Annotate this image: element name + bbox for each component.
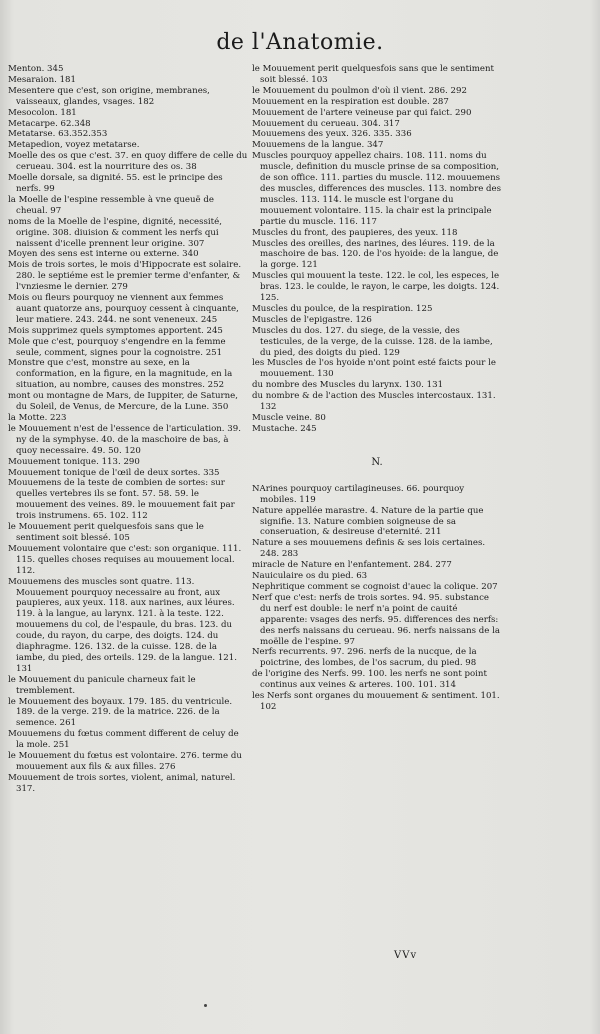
index-entry: le Mouuement perit quelquesfois sans que le sentiment soit blessé. 103 (252, 64, 495, 85)
index-entry: Nephritique comment se cognoist d'auec la colique. 207 (252, 581, 498, 592)
index-entry: Nature a ses mouuemens definis & ses lois certaines. 248. 283 (252, 538, 486, 560)
index-entry: Nerfs recurrents. 97. 296. nerfs de la nucque, de la poictrine, des lombes, de l'os sacrum, du pied. 98 (252, 647, 477, 669)
index-entry: les Nerfs sont organes du mouuement & sentiment. 101. 102 (252, 691, 500, 712)
signature-mark: VVv (394, 950, 418, 961)
index-entry: le Mouuement du panicule charneux fait le tremblement. (8, 674, 196, 696)
index-entry: Mouuemens des muscles sont quatre. 113. Mouuement pourquoy necessaire au front, aux paupieres, aux yeux. 118. aux narines, aux léures. 119. à la langue, au larynx. 121. à la teste. 122. mouuemens du col, de l'espaule, du bras. 123. du coude, du rayon, du carpe, des doigts. 124. du diaphragme. 126. 132. de la cuisse. 128. de la iambe, du pied, des orteils. 129. de la langue. 121. 131 (8, 576, 237, 674)
index-entry: la Motte. 223 (8, 413, 67, 423)
index-entry: le Mouuement du poulmon d'où il vient. 286. 292 (252, 85, 467, 96)
index-entry: NArines pourquoy cartilagineuses. 66. pourquoy mobiles. 119 (252, 483, 465, 505)
left-column (8, 64, 248, 795)
index-entry: Mouuemens de la langue. 347 (252, 140, 384, 151)
index-entry: Mouuement de trois sortes, violent, animal, naturel. 317. (8, 772, 236, 794)
index-entry: Muscles des oreilles, des narines, des léures. 119. de la maschoire de bas. 120. de l'os hyoide: de la langue, de la gorge. 121 (252, 238, 499, 271)
index-entry: Menton. 345 (8, 64, 64, 74)
section-letter: N. (371, 456, 383, 468)
page-title: de l'Anatomie. (216, 30, 384, 55)
index-entry: Mois de trois sortes, le mois d'Hippocrate est solaire. 280. le septiéme est le premier terme d'enfanter, & l'vnziesme le dernier. 279 (8, 260, 242, 293)
index-entry: Muscles qui mouuent la teste. 122. le col, les especes, le bras. 123. le coulde, le rayon, le carpe, les doigts. 124. 125. (252, 271, 500, 304)
index-entry: Moelle dorsale, sa dignité. 55. est le principe des nerfs. 99 (8, 173, 223, 194)
index-entry: Mustache. 245 (252, 423, 317, 434)
index-entry: Muscles du dos. 127. du siege, de la vessie, des testicules, de la verge, de la cuisse. 128. de la iambe, du pied, des doigts du pied. 129 (252, 325, 493, 358)
ink-speck (204, 1004, 207, 1007)
index-entry: le Mouuement des boyaux. 179. 185. du ventricule. 189. de la verge. 219. de la matrice. 226. de la semence. 261 (8, 696, 233, 729)
index-entry: le Mouuement n'est de l'essence de l'articulation. 39. ny de la symphyse. 40. de la maschoire de bas, à quoy necessaire. 49. 50. 120 (8, 423, 241, 456)
index-entry: Moyen des sens est interne ou externe. 340 (8, 249, 199, 260)
right-column-n-entries (252, 484, 502, 713)
index-entry: Monstre que c'est, monstre au sexe, en la conformation, en la figure, en la magnitude, en la situation, au nombre, causes des monstres. 252 (8, 358, 233, 391)
right-column (252, 64, 502, 713)
index-entry: Mouuemens du fœtus comment different de celuy de la mole. 251 (8, 729, 239, 751)
index-entry: Mouuement en la respiration est double. 287 (252, 96, 449, 107)
index-entry: Nerf que c'est: nerfs de trois sortes. 94. 95. substance du nerf est double: le nerf n'a point de cauité apparente: vsages des nerfs. 95. differences des nerfs: des nerfs naissans du cerueau. 96. nerfs naissans de la moëlle de l'espine. 97 (252, 592, 500, 647)
index-entry: Metacarpe. 62.348 (8, 118, 91, 129)
index-entry: Metapedion, voyez metatarse. (8, 140, 140, 151)
index-entry: Muscles pourquoy appellez chairs. 108. 111. noms du muscle, definition du muscle prinse de sa composition, de son office. 111. parties du muscle. 112. mouuemens des muscles, differences des muscles. 113. nombre des muscles. 113. 114. le muscle est l'organe du mouuement volontaire. 115. la chair est la principale partie du muscle. 116. 117 (252, 151, 502, 227)
index-entry: le Mouuement perit quelquesfois sans que le sentiment soit blessé. 105 (8, 522, 204, 543)
index-entry: Muscles de l'epigastre. 126 (252, 314, 372, 325)
index-entry: Mouuement tonique de l'œil de deux sortes. 335 (8, 467, 220, 478)
index-entry: Moelle des os que c'est. 37. en quoy differe de celle du cerueau. 304. est la nourriture des os. 38 (8, 151, 248, 173)
index-entry: Nature appellée marastre. 4. Nature de la partie que signifie. 13. Nature combien soigneuse de sa conseruation, & desireuse d'eternité. 211 (252, 505, 484, 538)
index-entry: noms de la Moelle de l'espine, dignité, necessité, origine. 308. diuision & comment les nerfs qui naissent d'icelle prennent leur origine. 307 (8, 216, 222, 249)
right-column-m-entries (252, 64, 502, 435)
index-entry: Mesocolon. 181 (8, 107, 77, 118)
index-entry: la Moelle de l'espine ressemble à vne queuë de cheual. 97 (8, 194, 214, 216)
index-entry: mont ou montagne de Mars, de Iuppiter, de Saturne, du Soleil, de Venus, de Mercure, de la Lune. 350 (8, 391, 238, 413)
index-entry: Mole que c'est, pourquoy s'engendre en la femme seule, comment, signes pour la cognoistre. 251 (8, 336, 226, 358)
index-entry: Nauiculaire os du pied. 63 (252, 571, 368, 582)
index-entry: Mesentere que c'est, son origine, membranes, vaisseaux, glandes, vsages. 182 (8, 85, 210, 107)
index-entry: de l'origine des Nerfs. 99. 100. les nerfs ne sont point continus aux veines & arteres. 100. 101. 314 (252, 669, 487, 691)
index-entry: du nombre des Muscles du larynx. 130. 131 (252, 380, 444, 391)
index-entry: Muscle veine. 80 (252, 413, 326, 423)
index-entry: le Mouuement du fœtus est volontaire. 276. terme du mouuement aux fils & aux filles. 276 (8, 751, 242, 772)
index-entry: Muscles du front, des paupieres, des yeux. 118 (252, 227, 458, 238)
index-entry: miracle de Nature en l'enfantement. 284. 277 (252, 560, 452, 571)
index-entry: Mouuemens des yeux. 326. 335. 336 (252, 129, 412, 140)
index-entry: Metatarse. 63.352.353 (8, 129, 108, 140)
index-entry: du nombre & de l'action des Muscles intercostaux. 131. 132 (252, 391, 496, 413)
index-entry: Mouuement volontaire que c'est: son organique. 111. 115. quelles choses requises au mouuement local. 112. (8, 543, 242, 576)
index-entry: Mouuement tonique. 113. 290 (8, 456, 140, 467)
index-entry: Mesaraion. 181 (8, 74, 76, 85)
index-entry: Mois ou fleurs pourquoy ne viennent aux femmes auant quatorze ans, pourquoy cessent à cinquante, leur matiere. 243. 244. ne sont veneneux. 245 (8, 293, 239, 325)
index-entry: Mouuemens de la teste de combien de sortes: sur quelles vertebres ils se font. 57. 58. 59. le mouuement des veines. 89. le mouuement fait par trois instrumens. 65. 102. 112 (8, 478, 235, 522)
index-entry: Mois supprimez quels symptomes apportent. 245 (8, 325, 223, 336)
index-entry: Mouuement de l'artere veineuse par qui faict. 290 (252, 107, 472, 118)
index-entry: Muscles du poulce, de la respiration. 125 (252, 303, 433, 314)
index-entry: les Muscles de l'os hyoide n'ont point esté faicts pour le mouuement. 130 (252, 358, 496, 380)
index-entry: Mouuement du cerueau. 304. 317 (252, 118, 400, 129)
